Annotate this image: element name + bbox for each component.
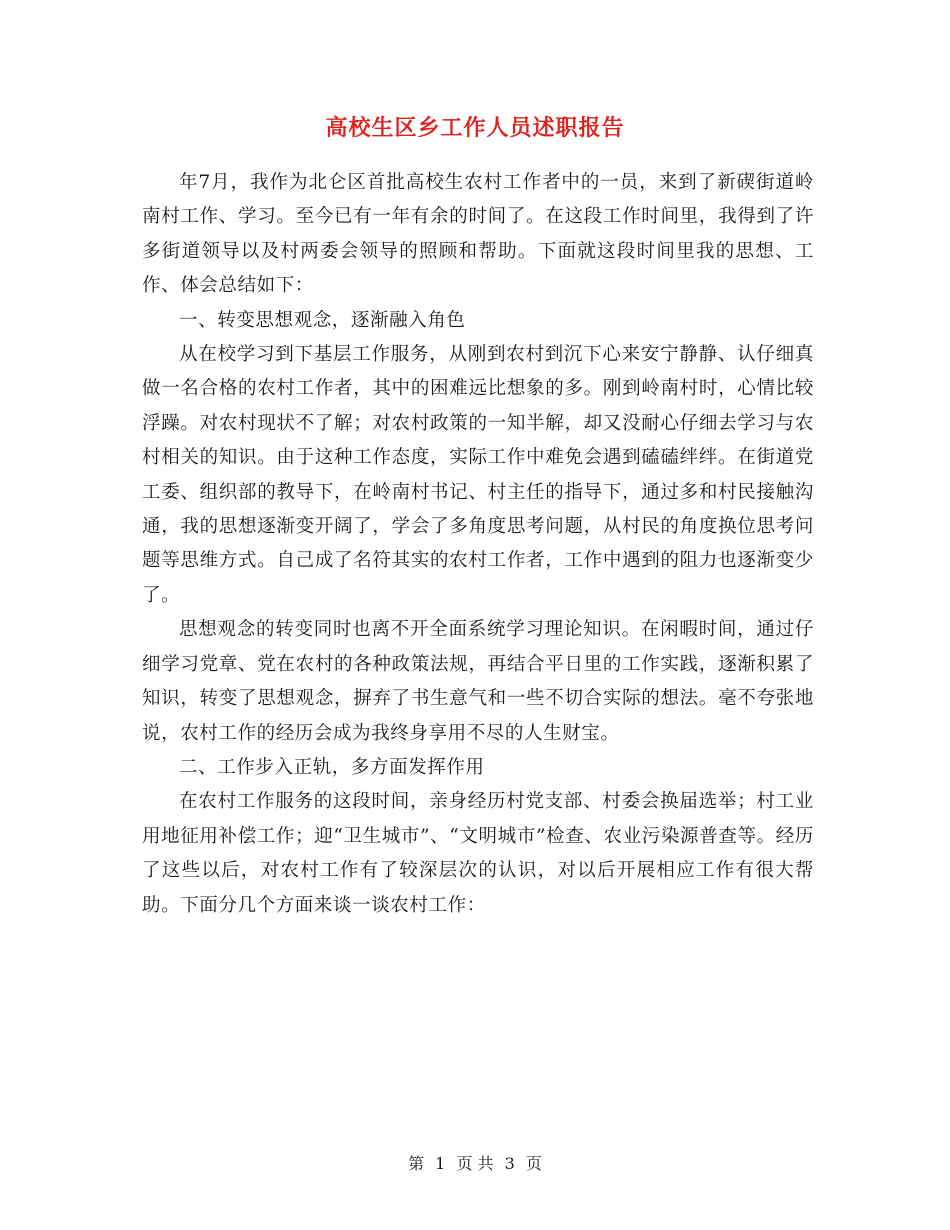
paragraph-section1-a: 从在校学习到下基层工作服务，从刚到农村到沉下心来安宁静静、认仔细真做一名合格的农村工作者，其中的困难远比想象的多。刚到岭南村时，心情比较浮躁。对农村现状不了解；对农村政策的一知半解，却又没耐心仔细去学习与农村相关的知识。由于这种工作态度，实际工作中难免会遇到磕磕绊绊。在街道党工委、组织部的教导下，在岭南村书记、村主任的指导下，通过多和村民接触沟通，我的思想逐渐变开阔了，学会了多角度思考问题，从村民的角度换位思考问题等思维方式。自己成了名符其实的农村工作者，工作中遇到的阻力也逐渐变少了。 xyxy=(142,344,814,606)
paragraph-intro: 年7月，我作为北仑区首批高校生农村工作者中的一员，来到了新碶街道岭南村工作、学习。至今已有一年有余的时间了。在这段工作时间里，我得到了许多街道领导以及村两委会领导的照顾和帮助。下面就这段时间里我的思想、工作、体会总结如下： xyxy=(142,172,814,297)
footer-page-total: 3 xyxy=(504,1154,515,1173)
page-footer xyxy=(0,1152,950,1176)
footer-prefix: 第 xyxy=(408,1154,425,1173)
footer-suffix: 页 xyxy=(525,1154,542,1173)
section-heading-1: 一、转变思想观念，逐渐融入角色 xyxy=(179,309,466,331)
document-title: 高校生区乡工作人员述职报告 xyxy=(325,115,625,141)
paragraph-section1-b: 思想观念的转变同时也离不开全面系统学习理论知识。在闲暇时间，通过仔细学习党章、党在农村的各种政策法规，再结合平日里的工作实践，逐渐积累了知识，转变了思想观念，摒弃了书生意气和一些不切合实际的想法。毫不夸张地说，农村工作的经历会成为我终身享用不尽的人生财宝。 xyxy=(142,619,814,744)
paragraph-section2-a: 在农村工作服务的这段时间，亲身经历村党支部、村委会换届选举；村工业用地征用补偿工作；迎“卫生城市”、“文明城市”检查、农业污染源普查等。经历了这些以后，对农村工作有了较深层次的认识，对以后开展相应工作有很大帮助。下面分几个方面来谈一谈农村工作： xyxy=(142,791,814,916)
section-heading-2: 二、工作步入正轨，多方面发挥作用 xyxy=(179,756,485,778)
footer-middle: 页 共 xyxy=(456,1154,494,1173)
document-body xyxy=(142,166,814,923)
footer-page-number: 1 xyxy=(435,1154,446,1173)
